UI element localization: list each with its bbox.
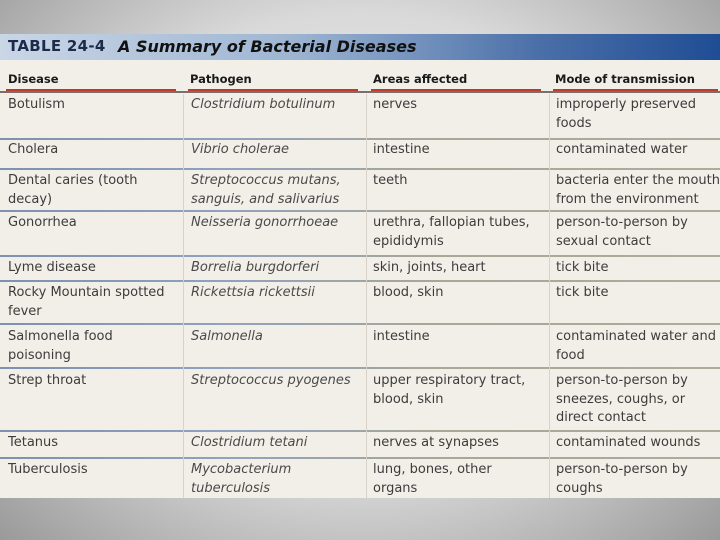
cell-areas-affected: intestine (373, 142, 430, 157)
cell-disease: Tetanus (8, 435, 59, 450)
cell-disease: Cholera (8, 142, 59, 157)
column-separator (549, 94, 550, 498)
column-separator (366, 94, 367, 498)
cell-areas-affected: upper respiratory tract, (373, 373, 526, 388)
row-divider (0, 430, 720, 432)
cell-areas-affected: urethra, fallopian tubes, (373, 215, 530, 230)
cell-disease: decay) (8, 191, 53, 207)
cell-disease: Lyme disease (8, 260, 96, 275)
table-title: A Summary of Bacterial Diseases (118, 37, 417, 56)
cell-disease: Salmonella food (8, 329, 113, 344)
cell-disease: Tuberculosis (8, 462, 88, 477)
cell-mode-of-transmission: sexual contact (556, 233, 651, 249)
row-divider (0, 323, 720, 325)
cell-areas-affected: teeth (373, 173, 408, 188)
row-divider (0, 255, 720, 257)
cell-pathogen: Rickettsia rickettsii (191, 285, 315, 300)
cell-pathogen: Streptococcus mutans, (191, 173, 341, 188)
cell-disease: poisoning (8, 347, 71, 363)
cell-areas-affected: nerves (373, 97, 418, 112)
cell-areas-affected: blood, skin (373, 285, 444, 300)
row-divider (0, 138, 720, 140)
header-areas-affected: Areas affected (373, 72, 468, 86)
cell-areas-affected: blood, skin (373, 391, 444, 407)
cell-mode-of-transmission: bacteria enter the mouth (556, 173, 720, 188)
cell-mode-of-transmission: tick bite (556, 285, 609, 300)
header-pathogen: Pathogen (190, 72, 252, 86)
cell-mode-of-transmission: sneezes, coughs, or (556, 391, 686, 407)
cell-areas-affected: intestine (373, 329, 430, 344)
table-sheet (0, 34, 720, 498)
row-divider (0, 457, 720, 459)
row-divider (0, 367, 720, 369)
header-rule (0, 91, 720, 93)
cell-mode-of-transmission: improperly preserved (556, 97, 696, 112)
cell-areas-affected: nerves at synapses (373, 435, 499, 450)
cell-mode-of-transmission: person-to-person by (556, 215, 688, 230)
cell-mode-of-transmission: person-to-person by (556, 462, 688, 477)
cell-mode-of-transmission: person-to-person by (556, 373, 688, 388)
cell-areas-affected: skin, joints, heart (373, 260, 486, 275)
cell-pathogen: Salmonella (191, 329, 263, 344)
cell-areas-affected: organs (373, 480, 418, 496)
row-divider (0, 280, 720, 282)
cell-disease: Strep throat (8, 373, 87, 388)
cell-pathogen: Neisseria gonorrhoeae (191, 215, 339, 230)
cell-disease: fever (8, 303, 42, 319)
cell-mode-of-transmission: from the environment (556, 191, 699, 207)
row-divider (0, 168, 720, 170)
cell-pathogen: Streptococcus pyogenes (191, 373, 351, 388)
cell-mode-of-transmission: direct contact (556, 410, 646, 425)
cell-mode-of-transmission: tick bite (556, 260, 609, 275)
cell-mode-of-transmission: coughs (556, 480, 603, 496)
header-mode-of-transmission: Mode of transmission (555, 72, 695, 86)
cell-disease: Gonorrhea (8, 215, 77, 230)
cell-mode-of-transmission: food (556, 347, 585, 363)
cell-disease: Dental caries (tooth (8, 173, 138, 188)
row-divider (0, 210, 720, 212)
cell-areas-affected: epididymis (373, 233, 444, 249)
cell-pathogen: sanguis, and salivarius (191, 191, 340, 207)
cell-mode-of-transmission: foods (556, 115, 592, 131)
cell-pathogen: Clostridium botulinum (191, 97, 336, 112)
cell-mode-of-transmission: contaminated water (556, 142, 688, 157)
header-disease: Disease (8, 72, 59, 86)
cell-disease: Botulism (8, 97, 65, 112)
cell-pathogen: Clostridium tetani (191, 435, 308, 450)
cell-areas-affected: lung, bones, other (373, 462, 492, 477)
cell-pathogen: Vibrio cholerae (191, 142, 290, 157)
cell-mode-of-transmission: contaminated water and (556, 329, 716, 344)
title-bar (0, 34, 720, 60)
cell-disease: Rocky Mountain spotted (8, 285, 165, 300)
cell-mode-of-transmission: contaminated wounds (556, 435, 701, 450)
column-separator (183, 94, 184, 498)
cell-pathogen: Borrelia burgdorferi (191, 260, 320, 275)
table-number: TABLE 24-4 (8, 37, 106, 55)
cell-pathogen: Mycobacterium (191, 462, 292, 477)
cell-pathogen: tuberculosis (191, 480, 271, 496)
